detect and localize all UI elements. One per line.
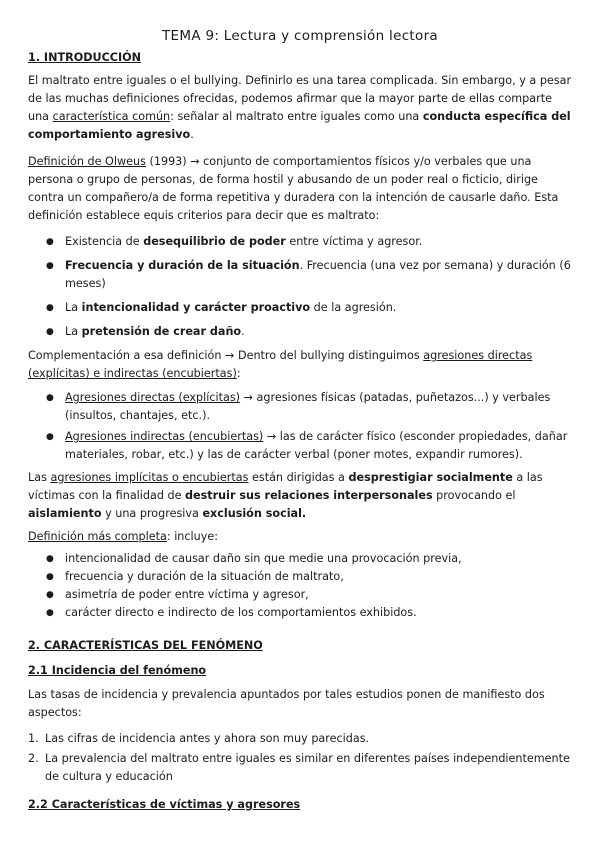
- list-item: ● frecuencia y duración de la situación de maltrato,: [28, 568, 572, 586]
- list-item: ● Agresiones directas (explícitas) → agresiones físicas (patadas, puñetazos...) y verbales (insultos, chantajes, etc.).: [28, 389, 572, 425]
- list-item: ● La pretensión de crear daño.: [28, 323, 572, 341]
- subsection-2-2-heading: 2.2 Características de víctimas y agresores: [28, 798, 301, 811]
- criteria-list: [28, 233, 572, 341]
- complement-paragraph: Complementación a esa definición → Dentro del bullying distinguimos agresiones directas (explícitas) e indirectas (encubiertas):: [28, 349, 533, 380]
- bold-term: conducta específica del comportamiento agresivo: [28, 110, 571, 141]
- list-item: ● Existencia de desequilibrio de poder entre víctima y agresor.: [28, 233, 572, 251]
- list-item: 2. La prevalencia del maltrato entre iguales es similar en diferentes países independientemente de cultura y educación: [28, 752, 570, 783]
- subsection-2-1-heading: 2.1 Incidencia del fenómeno: [28, 664, 207, 677]
- document-title: TEMA 9: Lectura y comprensión lectora: [162, 28, 438, 44]
- incidence-list: [28, 730, 572, 786]
- aggressions-list: [28, 389, 572, 464]
- complete-definition-paragraph: Definición más completa: incluye:: [28, 530, 219, 543]
- list-item: ● La intencionalidad y carácter proactivo de la agresión.: [28, 299, 572, 317]
- implicit-paragraph: Las agresiones implícitas o encubiertas están dirigidas a desprestigiar socialmente a las víctimas con la finalidad de destruir sus relaciones interpersonales provocando el aislamiento y una progresiva exclusión social.: [28, 471, 543, 520]
- section-1-heading: 1. INTRODUCCIÓN: [28, 51, 142, 64]
- list-item: ● Agresiones indirectas (encubiertas) → las de carácter físico (esconder propiedades, dañar materiales, robar, etc.) y las de carácter verbal (poner motes, expandir rumores).: [28, 428, 572, 464]
- complete-definition-list: [28, 550, 572, 622]
- olweus-paragraph: Definición de Olweus (1993) → conjunto de comportamientos físicos y/o verbales que una persona o grupo de personas, de forma hostil y abusando de un poder real o ficticio, dirige contra un compañero/a de forma repetitiva y duradera con la intención de causarle daño. Esta definición establece equis criterios para decir que es maltrato:: [28, 155, 559, 222]
- list-item: ● carácter directo e indirecto de los comportamientos exhibidos.: [28, 604, 572, 622]
- underlined-term: Definición más completa: [28, 530, 167, 543]
- underlined-term: agresiones directas (explícitas) e indirectas (encubiertas): [28, 349, 533, 380]
- underlined-term: característica común: [52, 110, 171, 123]
- intro-paragraph: El maltrato entre iguales o el bullying. Definirlo es una tarea complicada. Sin embargo, y a pesar de las muchas definiciones ofrecidas, podemos afirmar que la mayor parte de ellas comparte una característica común: señalar al maltrato entre iguales como una conducta específica del comportamiento agresivo.: [28, 74, 572, 141]
- list-item: 1. Las cifras de incidencia antes y ahora son muy parecidas.: [28, 732, 370, 745]
- list-item: ● Frecuencia y duración de la situación. Frecuencia (una vez por semana) y duración (6 meses): [28, 257, 572, 293]
- section-2-heading: 2. CARACTERÍSTICAS DEL FENÓMENO: [28, 639, 263, 652]
- incidence-paragraph: Las tasas de incidencia y prevalencia apuntados por tales estudios ponen de manifiesto dos aspectos:: [28, 688, 545, 719]
- underlined-term: Definición de Olweus: [28, 155, 146, 168]
- list-item: ● asimetría de poder entre víctima y agresor,: [28, 586, 572, 604]
- list-item: ● intencionalidad de causar daño sin que medie una provocación previa,: [28, 550, 572, 568]
- underlined-term: agresiones implícitas o encubiertas: [50, 471, 249, 484]
